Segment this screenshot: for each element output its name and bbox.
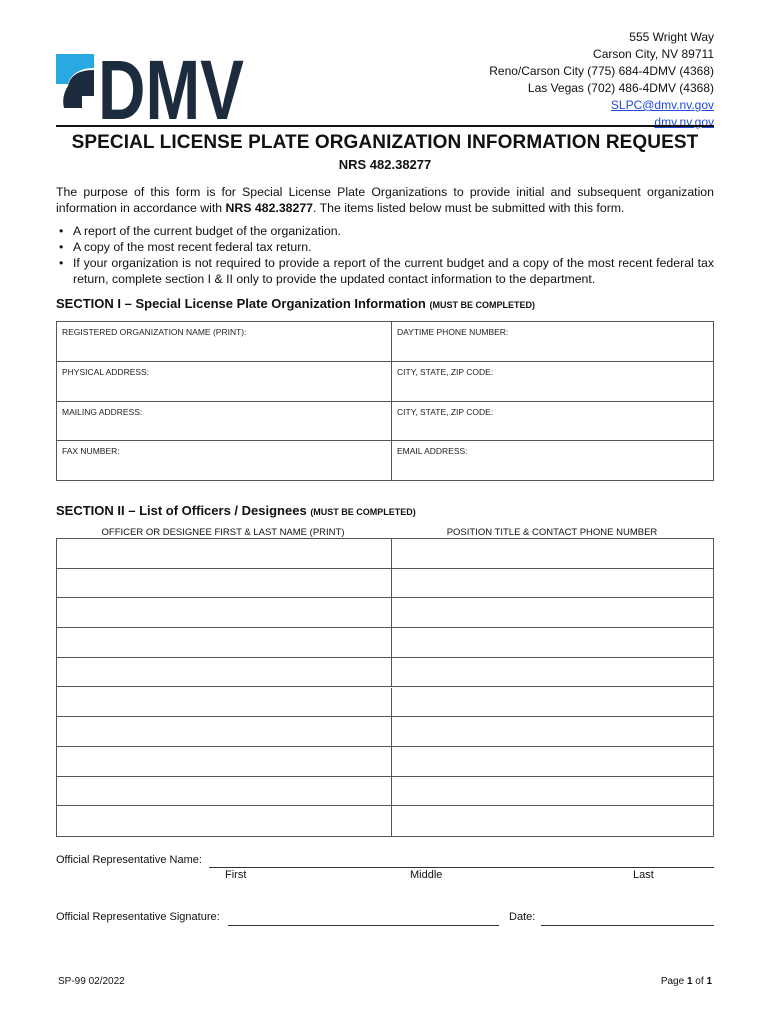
form-title: SPECIAL LICENSE PLATE ORGANIZATION INFORMATION REQUEST	[71, 132, 699, 153]
table-row	[57, 658, 713, 688]
form-id: SP-99 02/2022	[58, 976, 125, 987]
date-label: Date:	[509, 911, 536, 923]
table-row	[57, 598, 713, 628]
last-label: Last	[633, 869, 654, 881]
list-item: • If your organization is not required to provide a report of the current budget and a copy of the most recent federal tax return, complete section I & II only to provide the updated contact information to the department.	[56, 255, 714, 287]
org-name-field[interactable]: REGISTERED ORGANIZATION NAME (PRINT):	[57, 322, 391, 362]
officer-name-cell[interactable]	[57, 806, 391, 836]
position-column-header: POSITION TITLE & CONTACT PHONE NUMBER	[446, 527, 658, 538]
table-row	[57, 628, 713, 658]
section2-heading: SECTION II – List of Officers / Designees (MUST BE COMPLETED)	[56, 503, 416, 518]
position-phone-cell[interactable]	[391, 658, 713, 687]
requirements-list	[56, 223, 714, 287]
officer-name-cell[interactable]	[57, 539, 391, 568]
officer-name-cell[interactable]	[57, 717, 391, 746]
daytime-phone-field[interactable]: DAYTIME PHONE NUMBER:	[391, 322, 713, 362]
officer-name-cell[interactable]	[57, 569, 391, 598]
officer-name-cell[interactable]	[57, 777, 391, 806]
table-row	[57, 717, 713, 747]
header-divider	[56, 125, 714, 127]
signature-line[interactable]	[228, 925, 499, 926]
date-line[interactable]	[541, 925, 714, 926]
table-row	[57, 806, 713, 836]
table-row	[57, 569, 713, 599]
mailing-city-field[interactable]: CITY, STATE, ZIP CODE:	[391, 402, 713, 441]
first-label: First	[225, 869, 247, 881]
position-phone-cell[interactable]	[391, 717, 713, 746]
position-phone-cell[interactable]	[391, 688, 713, 717]
table-row	[57, 539, 713, 569]
rep-name-label: Official Representative Name:	[56, 854, 202, 866]
middle-label: Middle	[410, 869, 443, 881]
contact-block	[489, 29, 714, 131]
logo-text: DMV	[98, 43, 244, 137]
table-row	[57, 688, 713, 718]
position-phone-cell[interactable]	[391, 628, 713, 657]
table-row	[57, 747, 713, 777]
purpose-paragraph: The purpose of this form is for Special License Plate Organizations to provide initial and subsequent organization information in accordance with NRS 482.38277. The items listed below must be submitted with this form.	[56, 185, 714, 215]
position-phone-cell[interactable]	[391, 777, 713, 806]
position-phone-cell[interactable]	[391, 806, 713, 836]
website-link[interactable]: dmv.nv.gov	[654, 115, 714, 129]
officer-name-cell[interactable]	[57, 688, 391, 717]
position-phone-cell[interactable]	[391, 539, 713, 568]
officer-name-cell[interactable]	[57, 598, 391, 627]
list-item: • A copy of the most recent federal tax return.	[56, 239, 714, 255]
officer-name-column-header: OFFICER OR DESIGNEE FIRST & LAST NAME (PRINT)	[101, 527, 345, 538]
address-line: 555 Wright Way	[629, 30, 714, 44]
physical-address-field[interactable]: PHYSICAL ADDRESS:	[57, 362, 391, 402]
phone-reno: Reno/Carson City (775) 684-4DMV (4368)	[489, 64, 714, 78]
physical-city-field[interactable]: CITY, STATE, ZIP CODE:	[391, 362, 713, 402]
position-phone-cell[interactable]	[391, 747, 713, 776]
officer-name-cell[interactable]	[57, 628, 391, 657]
officers-table	[56, 538, 714, 837]
dmv-logo	[54, 43, 246, 137]
email-address-field[interactable]: EMAIL ADDRESS:	[391, 441, 713, 480]
table-row	[57, 777, 713, 807]
rep-name-line[interactable]	[209, 867, 714, 868]
position-phone-cell[interactable]	[391, 569, 713, 598]
email-link[interactable]: SLPC@dmv.nv.gov	[610, 98, 714, 112]
section1-heading: SECTION I – Special License Plate Organization Information (MUST BE COMPLETED)	[56, 296, 535, 311]
section1-grid	[56, 321, 714, 481]
list-item: • A report of the current budget of the organization.	[56, 223, 714, 239]
officer-name-cell[interactable]	[57, 658, 391, 687]
city-line: Carson City, NV 89711	[593, 47, 714, 61]
phone-vegas: Las Vegas (702) 486-4DMV (4368)	[527, 81, 714, 95]
signature-label: Official Representative Signature:	[56, 911, 220, 923]
officer-name-cell[interactable]	[57, 747, 391, 776]
form-subtitle: NRS 482.38277	[338, 157, 432, 172]
mailing-address-field[interactable]: MAILING ADDRESS:	[57, 402, 391, 441]
position-phone-cell[interactable]	[391, 598, 713, 627]
page-number: Page 1 of 1	[660, 976, 712, 987]
fax-number-field[interactable]: FAX NUMBER:	[62, 446, 120, 456]
